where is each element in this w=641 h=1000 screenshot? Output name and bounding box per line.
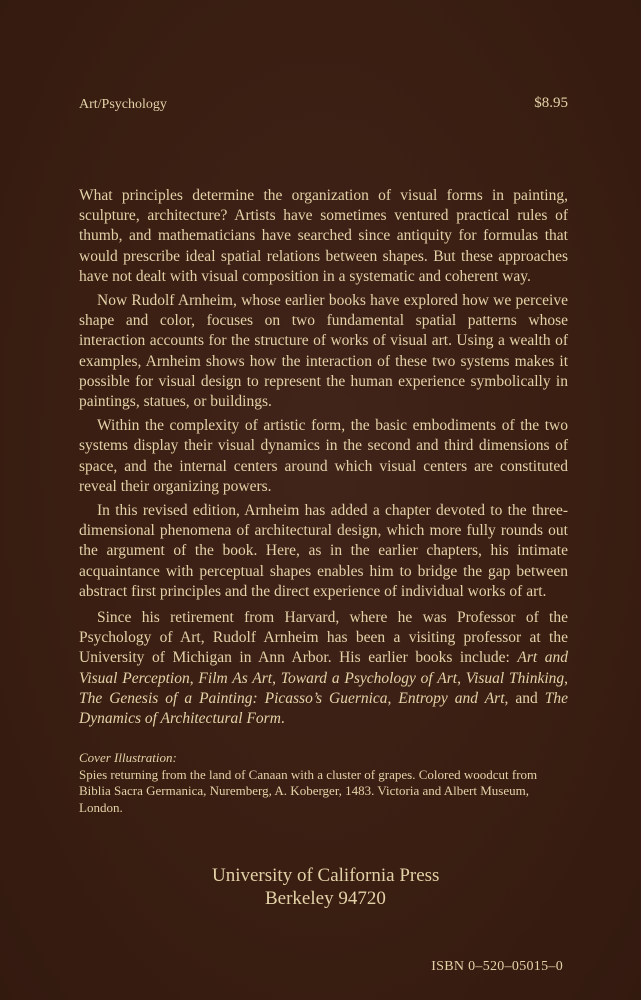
cover-illustration-label: Cover Illustration: <box>79 750 177 765</box>
book-title: Toward a Psychology of Art <box>280 669 458 687</box>
price-label: $8.95 <box>534 95 568 111</box>
description-paragraph: In this revised edition, Arnheim has added a chapter devoted to the three-dimensional phenomena of architectural design, which more fully rounds out the argument of the book. Here, as in the earlier chapters, his intimate acquaintance with perceptual shapes enables him to bridge the gap between abstract first principles and the direct experience of individual works of art. <box>79 502 568 600</box>
book-title: Art and Visual Perception <box>79 649 568 687</box>
description-paragraph: Within the complexity of artistic form, the basic embodiments of the two systems display their visual dynamics in the second and third dimensions of space, and the internal centers around which visual centers are constituted reveal their organizing powers. <box>79 417 568 495</box>
category-label: Art/Psychology <box>79 97 167 112</box>
book-title: The Genesis of a Painting: Picasso’s Guernica <box>79 689 388 707</box>
cover-illustration-credit <box>79 750 568 816</box>
book-title: Visual Thinking <box>465 669 565 687</box>
book-title: Entropy and Art <box>398 689 505 707</box>
book-title: The Dynamics of Architectural Form <box>79 689 568 728</box>
isbn-label: ISBN 0–520–05015–0 <box>431 959 563 974</box>
author-bio <box>79 608 568 729</box>
book-description <box>79 186 568 606</box>
book-title: Film As Art <box>198 669 273 687</box>
publisher-city: Berkeley 94720 <box>265 888 386 909</box>
publisher-block <box>0 864 641 910</box>
description-paragraph: What principles determine the organization of visual forms in painting, sculpture, architecture? Artists have sometimes ventured practical rules of thumb, and mathematicians have searched since antiquity for formulas that would prescribe ideal spatial relations between shapes. But these approaches have not dealt with visual composition in a systematic and coherent way. <box>79 187 568 285</box>
publisher-name: University of California Press <box>212 865 440 886</box>
author-bio-paragraph: Since his retirement from Harvard, where he was Professor of the Psychology of Art, Rudolf Arnheim has been a visiting professor at the University of Michigan in Ann Arbor. His earlier books include: Art and Visual Perception, Film As Art, Toward a Psychology of Art, Visual Thinking, The Genesis of a Painting: Picasso’s Guernica, Entropy and Art, and The Dynamics of Architectural Form. <box>79 609 569 728</box>
bio-intro: Since his retirement from Harvard, where he was Professor of the Psychology of Art, Rudolf Arnheim has been a visiting professor at the University of Michigan in Ann Arbor. His earlier books include: <box>79 609 568 667</box>
cover-illustration-text: Spies returning from the land of Canaan with a cluster of grapes. Colored woodcut from Biblia Sacra Germanica, Nuremberg, A. Koberger, 1483. Victoria and Albert Museum, London. <box>79 766 538 815</box>
description-paragraph: Now Rudolf Arnheim, whose earlier books have explored how we perceive shape and color, focuses on two fundamental spatial patterns whose interaction accounts for the structure of works of visual art. Using a wealth of examples, Arnheim shows how the interaction of these two systems makes it possible for visual design to represent the human experience symbolically in paintings, statues, or buildings. <box>79 292 568 411</box>
